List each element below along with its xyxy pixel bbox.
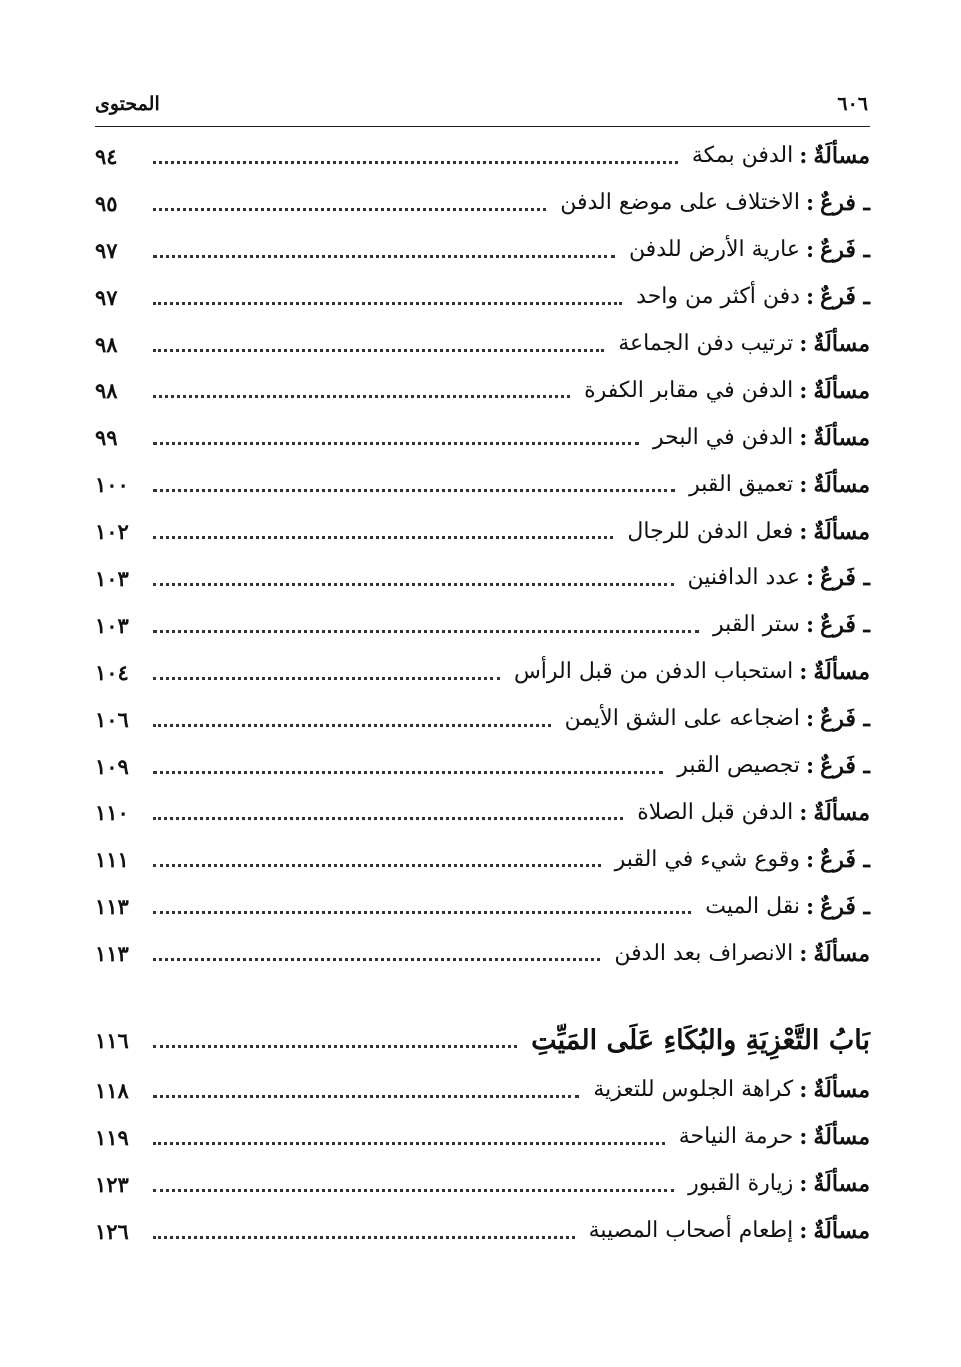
table-of-contents xyxy=(95,133,870,1255)
entry-page-number: ١٠٤ xyxy=(95,659,129,685)
dot-leader xyxy=(153,1045,517,1048)
entry-title: الدفن قبل الصلاة xyxy=(637,799,794,825)
entry-kind: مسألَةٌ xyxy=(813,471,870,498)
entry-page-number: ٩٤ xyxy=(95,143,118,169)
entry-title: الانصراف بعد الدفن xyxy=(614,940,794,966)
entry-title: زيارة القبور xyxy=(688,1171,794,1197)
entry-kind: مسألَةٌ xyxy=(813,331,870,357)
entry-kind: مسألَةٌ xyxy=(813,1171,870,1198)
dot-leader xyxy=(153,349,604,352)
toc-entry[interactable] xyxy=(95,1161,870,1208)
entry-page-number: ١٠٣ xyxy=(95,612,129,638)
entry-title: تعميق القبر xyxy=(689,471,794,497)
entry-separator: : xyxy=(799,659,808,686)
entry-page-number: ١١٠ xyxy=(95,800,129,826)
toc-entry[interactable] xyxy=(95,133,870,180)
entry-kind: ـ فرعٌ xyxy=(820,190,870,217)
entry-separator: : xyxy=(805,893,815,920)
entry-separator: : xyxy=(805,565,815,592)
entry-kind: ـ فَرعٌ xyxy=(820,706,870,733)
entry-title: الاختلاف على موضع الدفن xyxy=(560,190,800,216)
entry-separator: : xyxy=(805,284,815,311)
entry-kind: ـ فَرعٌ xyxy=(820,846,870,873)
toc-entry[interactable] xyxy=(95,649,870,696)
entry-kind: ـ فَرعٌ xyxy=(820,237,870,264)
dot-leader xyxy=(153,1142,665,1145)
toc-entry[interactable] xyxy=(95,367,870,414)
entry-kind: ـ فَرعٌ xyxy=(820,565,870,592)
entry-page-number: ١١١ xyxy=(95,847,129,873)
dot-leader xyxy=(153,208,546,211)
entry-kind: ـ فَرعٌ xyxy=(820,893,870,920)
dot-leader xyxy=(153,302,622,305)
dot-leader xyxy=(153,724,551,727)
entry-title: الدفن في مقابر الكفرة xyxy=(584,377,794,403)
header-section-title: المحتوى xyxy=(95,93,160,115)
entry-title: ترتيب دفن الجماعة xyxy=(618,331,794,356)
toc-entry[interactable] xyxy=(95,555,870,602)
dot-leader xyxy=(153,583,674,586)
dot-leader xyxy=(153,255,615,258)
header-rule xyxy=(95,126,870,127)
toc-entry[interactable] xyxy=(95,789,870,836)
dot-leader xyxy=(153,817,623,820)
toc-entry[interactable] xyxy=(95,602,870,649)
entry-separator: : xyxy=(799,143,808,170)
entry-separator: : xyxy=(799,377,808,404)
toc-entry[interactable] xyxy=(95,180,870,227)
entry-page-number: ٩٨ xyxy=(95,378,118,404)
entry-kind: مسألَةٌ xyxy=(813,940,870,967)
dot-leader xyxy=(153,1095,579,1098)
dot-leader xyxy=(153,442,639,445)
entry-page-number: ٩٧ xyxy=(95,237,118,263)
entry-separator: : xyxy=(799,940,808,967)
entry-title: كراهة الجلوس للتعزية xyxy=(593,1077,794,1103)
entry-title: اضجاعه على الشق الأيمن xyxy=(564,706,800,732)
entry-kind: ـ فَرعٌ xyxy=(820,753,870,780)
toc-entry[interactable] xyxy=(95,227,870,274)
toc-entry[interactable] xyxy=(95,1114,870,1161)
entry-title: الدفن بمكة xyxy=(691,143,794,169)
dot-leader xyxy=(153,911,691,914)
entry-kind: مسألَةٌ xyxy=(813,1124,870,1151)
toc-entry[interactable] xyxy=(95,274,870,321)
toc-entry[interactable] xyxy=(95,836,870,883)
entry-separator: : xyxy=(799,471,808,498)
entry-kind: مسألَةٌ xyxy=(813,659,870,686)
entry-title: حرمة النياحة xyxy=(678,1124,794,1150)
toc-entry[interactable] xyxy=(95,508,870,555)
toc-entry[interactable] xyxy=(95,930,870,977)
entry-kind: ـ فَرعٌ xyxy=(820,284,870,311)
dot-leader xyxy=(153,677,500,680)
entry-title: إطعام أصحاب المصيبة xyxy=(588,1218,794,1244)
entry-separator: : xyxy=(799,331,808,357)
dot-leader xyxy=(153,864,601,867)
dot-leader xyxy=(153,395,570,398)
entry-kind: ـ فَرعٌ xyxy=(820,612,870,639)
entry-separator: : xyxy=(805,846,815,873)
entry-separator: : xyxy=(799,1077,808,1104)
toc-entry[interactable] xyxy=(95,1208,870,1255)
entry-kind: مسألَةٌ xyxy=(813,799,870,826)
entry-page-number: ١١٩ xyxy=(95,1124,129,1150)
entry-separator: : xyxy=(799,799,808,826)
header-page-number: ٦٠٦ xyxy=(837,93,868,115)
entry-title: الدفن في البحر xyxy=(652,424,794,450)
chapter-title: بَابُ التَّعْزِيَةِ والبُكَاءِ عَلَى المَيِّتِ xyxy=(531,1024,870,1056)
entry-kind: مسألَةٌ xyxy=(813,143,870,170)
entry-page-number: ١١٣ xyxy=(95,941,129,967)
entry-separator: : xyxy=(799,518,808,545)
entry-page-number: ١٠٦ xyxy=(95,706,129,732)
entry-separator: : xyxy=(799,424,808,451)
entry-separator: : xyxy=(805,706,815,733)
toc-entry[interactable] xyxy=(95,414,870,461)
dot-leader xyxy=(153,630,699,633)
entry-page-number: ١٠٠ xyxy=(95,472,129,498)
entry-title: عارية الأرض للدفن xyxy=(628,237,800,263)
dot-leader xyxy=(153,771,663,774)
dot-leader xyxy=(153,958,600,961)
dot-leader xyxy=(153,1189,674,1192)
entry-separator: : xyxy=(799,1218,808,1245)
entry-page-number: ١٢٣ xyxy=(95,1171,129,1197)
entry-kind: مسألَةٌ xyxy=(813,377,870,404)
toc-entry[interactable] xyxy=(95,696,870,743)
entry-separator: : xyxy=(805,237,815,264)
entry-title: فعل الدفن للرجال xyxy=(627,518,794,544)
entry-page-number: ١٠٣ xyxy=(95,565,129,591)
entry-kind: مسألَةٌ xyxy=(813,518,870,545)
toc-entry[interactable] xyxy=(95,883,870,930)
entry-title: دفن أكثر من واحد xyxy=(636,284,800,310)
toc-entry[interactable] xyxy=(95,743,870,790)
entry-separator: : xyxy=(805,753,815,780)
entry-page-number: ٩٨ xyxy=(95,331,118,357)
toc-entry[interactable] xyxy=(95,1067,870,1114)
entry-page-number: ١١٣ xyxy=(95,894,129,920)
entry-title: عدد الدافنين xyxy=(687,565,800,591)
entry-page-number: ١٢٦ xyxy=(95,1218,129,1244)
entry-separator: : xyxy=(805,612,815,639)
entry-separator: : xyxy=(805,190,815,217)
entry-title: ستر القبر xyxy=(713,612,800,638)
dot-leader xyxy=(153,536,613,539)
entry-title: تجصيص القبر xyxy=(677,753,800,779)
entry-title: وقوع شيء في القبر xyxy=(614,846,800,872)
entry-page-number: ٩٩ xyxy=(95,425,118,451)
entry-page-number: ٩٧ xyxy=(95,284,118,310)
entry-page-number: ١٠٢ xyxy=(95,519,129,545)
entry-kind: مسألَةٌ xyxy=(813,1218,870,1245)
entry-page-number: ١١٨ xyxy=(95,1077,129,1103)
dot-leader xyxy=(153,1236,575,1239)
entry-separator: : xyxy=(799,1171,808,1198)
dot-leader xyxy=(153,489,675,492)
dot-leader xyxy=(153,161,678,164)
toc-entry[interactable] xyxy=(95,321,870,368)
entry-title: استحباب الدفن من قبل الرأس xyxy=(513,659,794,685)
toc-chapter-heading[interactable] xyxy=(95,1013,870,1067)
toc-entry[interactable] xyxy=(95,461,870,508)
entry-kind: مسألَةٌ xyxy=(813,1077,870,1104)
entry-kind: مسألَةٌ xyxy=(813,424,870,451)
entry-page-number: ٩٥ xyxy=(95,190,118,216)
entry-title: نقل الميت xyxy=(705,893,800,919)
running-head xyxy=(95,86,868,122)
entry-page-number: ١٠٩ xyxy=(95,753,129,779)
entry-separator: : xyxy=(799,1124,808,1151)
chapter-page-number: ١١٦ xyxy=(95,1027,129,1053)
